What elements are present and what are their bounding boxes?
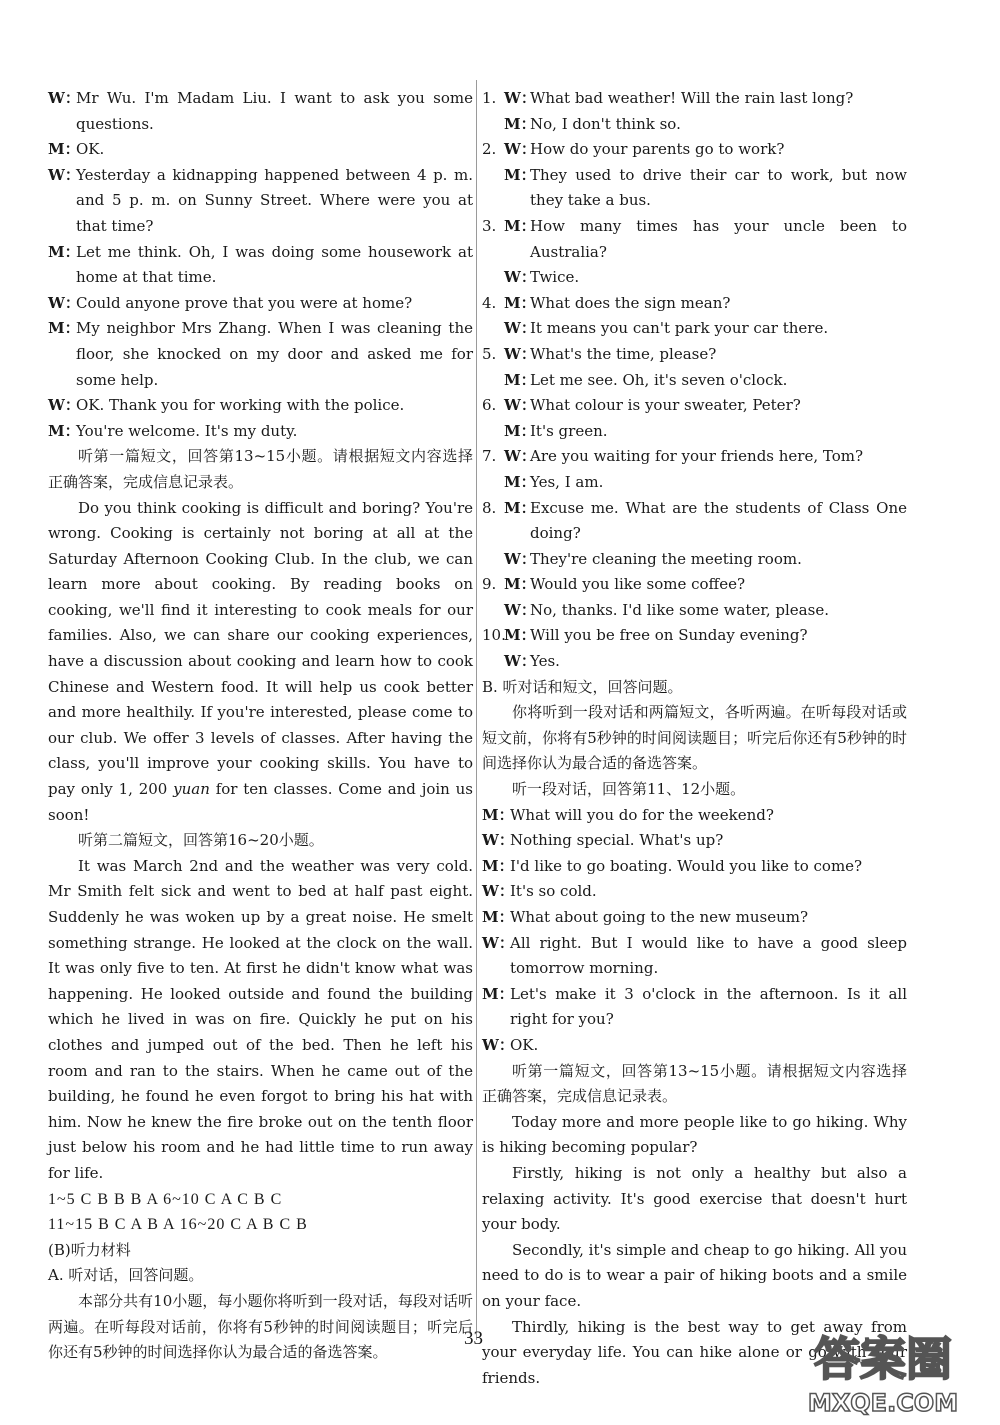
dialog-line: W： Nothing special. What's up? <box>482 831 724 850</box>
left-column <box>48 86 473 1366</box>
dialog-line: M： It's green. <box>504 421 608 440</box>
page-number: 33 <box>464 1328 483 1349</box>
passage-fire: It was March 2nd and the weather was very cold. Mr Smith felt sick and went to bed at half past eight. Suddenly he was woken up by a great noise. He smelt something strange. He looked at the clock on the wall. It was only five to ten. At first he didn't know what was happening. He looked outside and found the building which he lived in was on fire. Quickly he put on his clothes and jumped out of the bed. Then he left his room and ran to the stairs. When he came out of the building, he found he even forgot to bring his hat with him. Now he knew the fire broke out on the tenth floor just below his room and he had little time to run away for life. <box>48 856 473 1182</box>
dialog-line: M： No, I don't think so. <box>504 114 681 133</box>
dialog-line: M： My neighbor Mrs Zhang. When I was cleaning the floor, she knocked on my door and asked me for some help. <box>48 319 473 389</box>
dialog-line: W： OK. Thank you for working with the police. <box>48 396 405 415</box>
dialog-line: W： What's the time, please? <box>504 344 717 363</box>
hiking-paragraph: Firstly, hiking is not only a healthy but also a relaxing activity. It's good exercise that doesn't hurt your body. <box>482 1163 907 1234</box>
dialog-line: M： Let me think. Oh, I was doing some housework at home at that time. <box>48 242 473 287</box>
dialog-line: M： Let me see. Oh, it's seven o'clock. <box>504 370 788 389</box>
instruction-13-15: 听第一篇短文，回答第13~15小题。请根据短文内容选择正确答案，完成信息记录表。 <box>48 447 473 491</box>
dialog-line: M： What does the sign mean? <box>504 293 731 312</box>
dialog-line: W： It means you can't park your car there. <box>504 319 829 338</box>
dialog-2 <box>482 803 907 1059</box>
answer-key-2: 11~15 B C A B A 16~20 C A B C B <box>48 1216 308 1234</box>
dialog-line: M： What will you do for the weekend? <box>482 805 774 824</box>
passage-cooking: Do you think cooking is difficult and boring? You're wrong. Cooking is certainly not boring at all at the Saturday Afternoon Cooking Club. In the club, we can learn more about cooking. By reading books on cooking, we'll find it interesting to cook meals for our families. Also, we can share our cooking experiences, have a discussion about cooking and learn how to cook Chinese and Western food. It will help us cook better and more healthily. If you're interested, please come to our club. We offer 3 levels of classes. After having the class, you'll improve your cooking skills. You have to pay only 1, 200 yuan for ten classes. Come and join us soon! <box>48 498 474 824</box>
instruction-13-15-right: 听第一篇短文，回答第13~15小题。请根据短文内容选择正确答案，完成信息记录表。 <box>482 1061 907 1106</box>
dialog-line: W： OK. <box>482 1035 539 1054</box>
dialog-line: M： I'd like to go boating. Would you like to come? <box>482 856 863 875</box>
dialog-line: W： Are you waiting for your friends here, Tom? <box>504 447 864 466</box>
section-b-heading: (B)听力材料 <box>48 1240 131 1259</box>
question-item: 6. W： What colour is your sweater, Peter? M： It's green. <box>482 393 907 444</box>
question-item: 5. W： What's the time, please? M： Let me see. Oh, it's seven o'clock. <box>482 342 907 393</box>
question-item: 1. W： What bad weather! Will the rain last long? M： No, I don't think so. <box>482 86 907 137</box>
dialog-line: M： Yes, I am. <box>504 472 604 491</box>
dialog-line: W： Could anyone prove that you were at home? <box>48 293 413 312</box>
dialog-line: M： They used to drive their car to work, but now they take a bus. <box>504 165 907 210</box>
dialog-line: W： They're cleaning the meeting room. <box>504 549 802 568</box>
section-a-heading: A. 听对话，回答问题。 <box>48 1266 204 1285</box>
watermark-logo <box>778 1319 988 1419</box>
short-dialogs <box>482 86 907 675</box>
dialog-line: W： It's so cold. <box>482 882 597 901</box>
column-divider <box>476 80 477 1340</box>
instruction-11-12: 听一段对话，回答第11、12小题。 <box>512 780 746 799</box>
answer-key-1: 1~5 C B B B A 6~10 C A C B C <box>48 1190 283 1208</box>
question-item: 4. M： What does the sign mean? W： It means you can't park your car there. <box>482 291 907 342</box>
dialog-line: W： Mr Wu. I'm Madam Liu. I want to ask you some questions. <box>48 89 473 133</box>
dialog-line: M： How many times has your uncle been to Australia? <box>504 216 907 261</box>
hiking-paragraph: Secondly, it's simple and cheap to go hiking. All you need to do is to wear a pair of hiking boots and a smile on your face. <box>482 1240 907 1310</box>
dialog-line: W： How do your parents go to work? <box>504 140 785 159</box>
dialog-line: M： Excuse me. What are the students of Class One doing? <box>504 498 907 543</box>
section-b-heading: B. 听对话和短文，回答问题。 <box>482 677 683 696</box>
instruction-16-20: 听第二篇短文，回答第16~20小题。 <box>78 831 324 850</box>
dialog-line: W： Yes. <box>504 652 560 671</box>
dialog-line: M： Would you like some coffee? <box>504 575 746 594</box>
hiking-paragraph: Thirdly, hiking is the best way to get away from your everyday life. You can hike alone or go with your friends. <box>482 1317 907 1387</box>
dialog-line: W： What colour is your sweater, Peter? <box>504 396 801 415</box>
dialog-line: M： Will you be free on Sunday evening? <box>504 626 808 645</box>
hiking-paragraph: Today more and more people like to go hiking. Why is hiking becoming popular? <box>482 1112 907 1157</box>
dialog-line: W： All right. But I would like to have a good sleep tomorrow morning. <box>482 933 907 978</box>
question-item: 2. W： How do your parents go to work? M： They used to drive their car to work, but now they take a bus. <box>482 137 907 214</box>
dialog-line: W： Yesterday a kidnapping happened between 4 p. m. and 5 p. m. on Sunny Street. Where were you at that time? <box>48 165 473 235</box>
dialog-line: W： What bad weather! Will the rain last long? <box>504 89 854 107</box>
dialog-line: M： Let's make it 3 o'clock in the afternoon. Is it all right for you? <box>482 984 907 1029</box>
question-item: 10. M： Will you be free on Sunday evening? W： Yes. <box>482 623 907 674</box>
question-item: 9. M： Would you like some coffee? W： No, thanks. I'd like some water, please. <box>482 572 907 623</box>
dialog-1 <box>48 86 473 444</box>
dialog-line: M： What about going to the new museum? <box>482 908 809 926</box>
question-item: 3. M： How many times has your uncle been to Australia? W： Twice. <box>482 214 907 291</box>
watermark-text: 答案圈 <box>814 1332 952 1386</box>
dialog-line: W： Twice. <box>504 268 580 287</box>
dialog-line: W： No, thanks. I'd like some water, please. <box>504 600 829 619</box>
right-column <box>482 86 907 1391</box>
question-item: 8. M： Excuse me. What are the students of Class One doing? W： They're cleaning the meeting room. <box>482 496 907 573</box>
question-item: 7. W： Are you waiting for your friends here, Tom? M： Yes, I am. <box>482 444 907 495</box>
dialog-line: M： You're welcome. It's my duty. <box>48 421 298 440</box>
instruction-b: 你将听到一段对话和两篇短文，各听两遍。在听每段对话或短文前，你将有5秒钟的时间阅读题目；听完后你还有5秒钟的时间选择你认为最合适的备选答案。 <box>482 703 907 773</box>
watermark-url: MXQE.COM <box>807 1389 959 1417</box>
instruction-a: 本部分共有10小题，每小题你将听到一段对话，每段对话听两遍。在听每段对话前，你将有5秒钟的时间阅读题目；听完后你还有5秒钟的时间选择你认为最合适的备选答案。 <box>48 1291 473 1362</box>
dialog-line: M： OK. <box>48 140 105 159</box>
